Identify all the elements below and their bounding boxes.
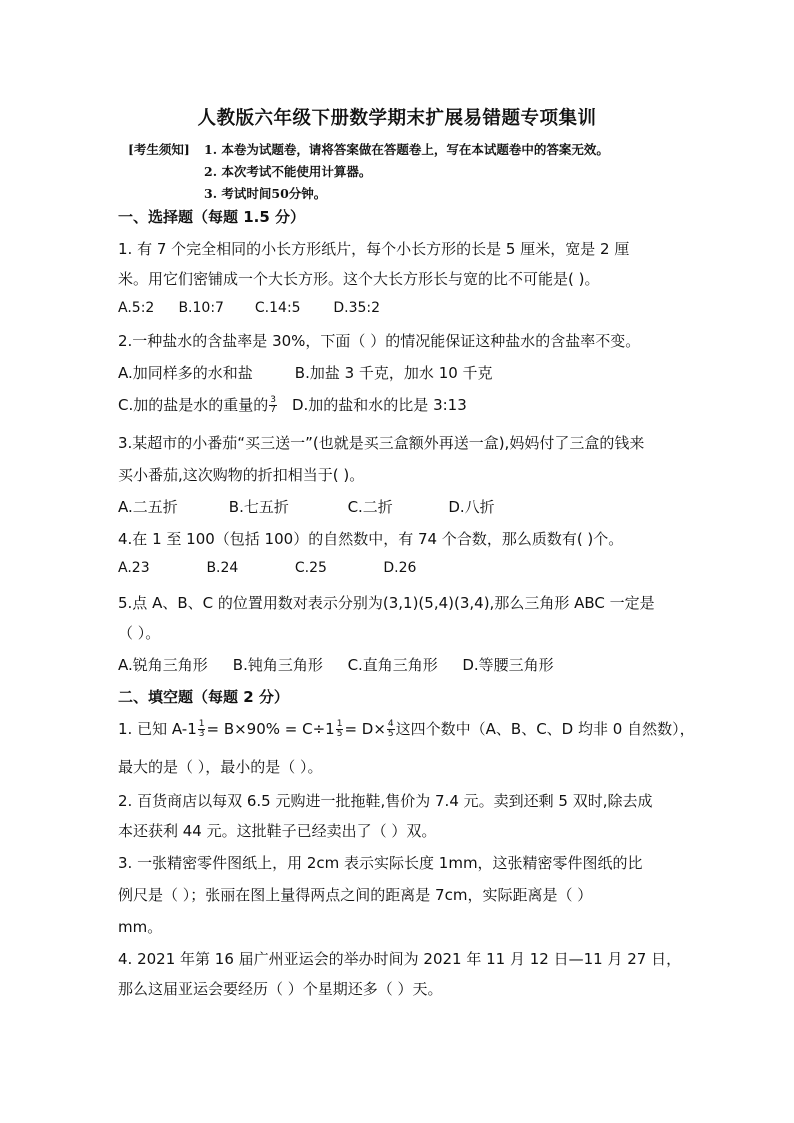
section-heading-fill: 二、填空题（每题 2 分）	[118, 688, 289, 706]
option-b: B.钝角三角形	[232, 656, 323, 674]
question-text: （ ）。	[118, 624, 161, 642]
question-text: 4.在 1 至 100（包括 100）的自然数中，有 74 个合数，那么质数有( )个。	[118, 530, 624, 548]
options-row	[118, 654, 554, 675]
option-a: A.加同样多的水和盐	[118, 364, 253, 382]
option-d: D.八折	[448, 498, 495, 516]
question-text: 例尺是（ ）；张丽在图上量得两点之间的距离是 7cm，实际距离是（ ）	[118, 886, 593, 904]
fraction: $\frac{4}{5}$	[387, 719, 394, 739]
options-row	[118, 362, 493, 383]
option-c: C.25	[294, 560, 327, 576]
option-c: C.二折	[347, 498, 393, 516]
fraction: $\frac{3}{7}$	[270, 395, 276, 415]
fraction: $\frac{1}{3}$	[198, 719, 205, 739]
question-text: mm。	[118, 918, 163, 936]
notice-item-3: 3. 考试时间50分钟。	[204, 186, 327, 201]
section-heading-choice: 一、选择题（每题 1.5 分）	[118, 208, 306, 226]
question-text: 买小番茄,这次购物的折扣相当于( )。	[118, 466, 365, 484]
option-d: D.35:2	[333, 300, 381, 316]
options-row	[118, 496, 495, 517]
option-c: C.直角三角形	[347, 656, 438, 674]
question-text: 2. 百货商店以每双 6.5 元购进一批拖鞋,售价为 7.4 元。卖到还剩 5 双时,除去成	[118, 792, 653, 810]
question-text: 1. 已知 A-1 $\frac{1}{3}$ = B×90% = C÷1 $\frac{1}{5}$ = D× $\frac{4}{5}$ 这四个数中（A、B、C、D 均非 0 自然数），	[118, 719, 695, 739]
question-text: 2.一种盐水的含盐率是 30%，下面（ ）的情况能保证这种盐水的含盐率不变。	[118, 332, 641, 350]
option-d: D.加的盐和水的比是 3:13	[291, 396, 467, 414]
question-text: 1. 有 7 个完全相同的小长方形纸片，每个小长方形的长是 5 厘米，宽是 2 厘	[118, 240, 630, 258]
question-text: 本还获利 44 元。这批鞋子已经卖出了（ ）双。	[118, 822, 437, 840]
option-c: C.加的盐是水的重量的	[118, 396, 269, 414]
question-text: 4. 2021 年第 16 届广州亚运会的举办时间为 2021 年 11 月 12 日—11 月 27 日，	[118, 950, 682, 968]
option-d: D.26	[383, 560, 417, 576]
option-d: D.等腰三角形	[462, 656, 554, 674]
options-row	[118, 560, 416, 576]
notice-item-2: 2. 本次考试不能使用计算器。	[204, 164, 372, 179]
question-text: 最大的是（ ），最小的是（ ）。	[118, 758, 323, 776]
option-a: A.5:2	[118, 300, 155, 316]
option-b: B.24	[206, 560, 239, 576]
options-row	[118, 300, 380, 316]
option-b: B.七五折	[228, 498, 289, 516]
question-text: 那么这届亚运会要经历（ ）个星期还多（ ）天。	[118, 980, 443, 998]
question-text: 3.某超市的小番茄“买三送一”(也就是买三盒额外再送一盒),妈妈付了三盒的钱来	[118, 434, 645, 452]
option-c: C.14:5	[254, 300, 301, 316]
question-text: 3. 一张精密零件图纸上，用 2cm 表示实际长度 1mm，这张精密零件图纸的比	[118, 854, 643, 872]
option-a: A.23	[118, 560, 150, 576]
notice-label: [考生须知]	[128, 142, 190, 157]
option-a: A.二五折	[118, 498, 178, 516]
question-text: 米。用它们密铺成一个大长方形。这个大长方形长与宽的比不可能是( )。	[118, 270, 600, 288]
options-row	[118, 394, 467, 415]
question-text: 5.点 A、B、C 的位置用数对表示分别为(3,1)(5,4)(3,4),那么三角形 ABC 一定是	[118, 594, 655, 612]
option-b: B.加盐 3 千克，加水 10 千克	[294, 364, 493, 382]
fraction: $\frac{1}{5}$	[336, 719, 343, 739]
notice-item-1: 1. 本卷为试题卷，请将答案做在答题卷上，写在本试题卷中的答案无效。	[204, 142, 609, 157]
page-title: 人教版六年级下册数学期末扩展易错题专项集训	[197, 108, 597, 129]
option-b: B.10:7	[178, 300, 224, 316]
option-a: A.锐角三角形	[118, 656, 208, 674]
